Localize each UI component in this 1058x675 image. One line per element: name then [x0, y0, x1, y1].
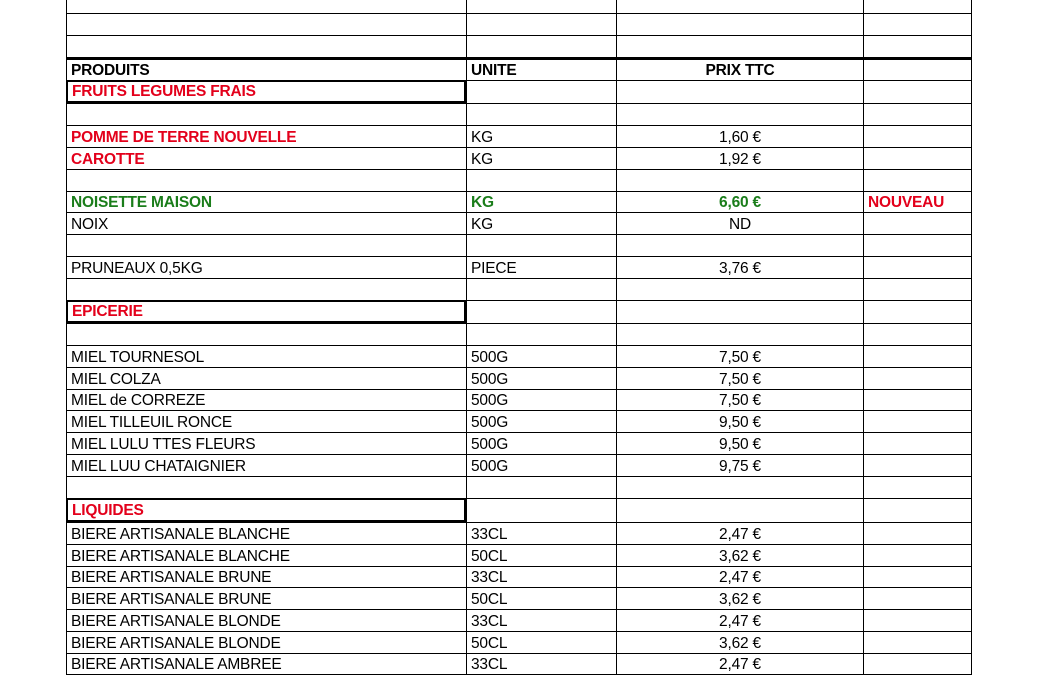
price-text: 9,50 € — [719, 413, 761, 431]
note-cell — [863, 346, 972, 367]
product-text: MIEL COLZA — [71, 370, 161, 388]
product-text: LIQUIDES — [72, 501, 144, 519]
price-text: 2,47 € — [719, 568, 761, 586]
price-text: 2,47 € — [719, 525, 761, 543]
price-cell — [616, 632, 863, 653]
unit-cell — [466, 126, 616, 147]
price-cell — [616, 126, 863, 147]
unit-cell — [466, 346, 616, 367]
unit-cell — [466, 301, 616, 323]
unit-text: 500G — [471, 435, 509, 453]
product-text: NOIX — [71, 215, 109, 233]
unit-cell — [466, 390, 616, 410]
product-text: MIEL LUU CHATAIGNIER — [71, 457, 246, 475]
note-cell — [863, 411, 972, 432]
price-cell — [616, 588, 863, 609]
product-cell — [66, 498, 466, 522]
product-cell — [66, 170, 466, 191]
unit-text: KG — [471, 215, 493, 233]
unit-text: 500G — [471, 391, 509, 409]
note-cell — [863, 60, 972, 80]
note-cell — [863, 324, 972, 345]
product-text: BIERE ARTISANALE BRUNE — [71, 590, 272, 608]
product-cell — [66, 632, 466, 653]
price-text: ND — [729, 215, 751, 233]
product-text: POMME DE TERRE NOUVELLE — [71, 128, 297, 146]
product-text: BIERE ARTISANALE BRUNE — [71, 568, 272, 586]
blank-row — [66, 279, 972, 301]
unit-text: 500G — [471, 457, 509, 475]
price-cell — [616, 477, 863, 498]
table-row — [66, 455, 972, 477]
table-row — [66, 368, 972, 390]
unit-cell — [466, 60, 616, 80]
unit-cell — [466, 213, 616, 234]
note-cell — [863, 654, 972, 674]
product-cell — [66, 14, 466, 35]
unit-cell — [466, 610, 616, 631]
blank-row — [66, 324, 972, 346]
product-cell — [66, 433, 466, 454]
price-cell — [616, 499, 863, 522]
product-cell — [66, 213, 466, 234]
section-row — [66, 81, 972, 104]
product-cell — [66, 235, 466, 256]
price-text: 1,60 € — [719, 128, 761, 146]
product-text: PRODUITS — [71, 61, 150, 79]
price-cell — [616, 170, 863, 191]
price-text: 2,47 € — [719, 655, 761, 673]
product-text: BIERE ARTISANALE BLONDE — [71, 612, 281, 630]
price-cell — [616, 368, 863, 389]
product-text: PRUNEAUX 0,5KG — [71, 259, 203, 277]
note-cell — [863, 523, 972, 544]
note-cell — [863, 126, 972, 147]
product-cell — [66, 0, 466, 13]
product-cell — [66, 346, 466, 367]
note-cell — [863, 301, 972, 323]
price-text: 3,76 € — [719, 259, 761, 277]
note-cell — [863, 545, 972, 566]
note-cell — [863, 632, 972, 653]
unit-cell — [466, 235, 616, 256]
note-cell — [863, 14, 972, 35]
unit-cell — [466, 324, 616, 345]
product-cell — [66, 300, 466, 323]
note-cell — [863, 148, 972, 169]
unit-cell — [466, 368, 616, 389]
table-row — [66, 213, 972, 235]
product-cell — [66, 477, 466, 498]
table-row — [66, 588, 972, 610]
price-cell — [616, 81, 863, 103]
note-cell — [863, 477, 972, 498]
product-text: MIEL de CORREZE — [71, 391, 206, 409]
blank-row — [66, 36, 972, 58]
product-cell — [66, 610, 466, 631]
unit-text: 50CL — [471, 634, 508, 652]
unit-cell — [466, 36, 616, 57]
product-text: MIEL TOURNESOL — [71, 348, 205, 366]
blank-row — [66, 0, 972, 14]
unit-text: KG — [471, 128, 493, 146]
product-cell — [66, 148, 466, 169]
price-text: 6,60 € — [719, 193, 761, 211]
note-cell — [863, 36, 972, 57]
price-text: PRIX TTC — [705, 61, 775, 79]
price-cell — [616, 104, 863, 125]
price-cell — [616, 301, 863, 323]
table-row — [66, 654, 972, 675]
product-cell — [66, 279, 466, 300]
unit-cell — [466, 279, 616, 300]
note-cell — [863, 257, 972, 278]
unit-cell — [466, 545, 616, 566]
unit-cell — [466, 433, 616, 454]
price-cell — [616, 192, 863, 212]
product-cell — [66, 411, 466, 432]
price-cell — [616, 257, 863, 278]
unit-cell — [466, 654, 616, 674]
product-cell — [66, 324, 466, 345]
product-cell — [66, 80, 466, 103]
product-text: BIERE ARTISANALE BLANCHE — [71, 525, 290, 543]
product-text: NOISETTE MAISON — [71, 193, 212, 211]
product-text: BIERE ARTISANALE BLANCHE — [71, 547, 290, 565]
table-row — [66, 433, 972, 455]
unit-cell — [466, 104, 616, 125]
product-cell — [66, 545, 466, 566]
price-cell — [616, 0, 863, 13]
product-cell — [66, 455, 466, 476]
note-cell — [863, 588, 972, 609]
product-cell — [66, 36, 466, 57]
unit-cell — [466, 499, 616, 522]
table-row — [66, 632, 972, 654]
product-cell — [66, 192, 466, 212]
unit-cell — [466, 257, 616, 278]
note-cell — [863, 610, 972, 631]
section-row — [66, 301, 972, 324]
price-cell — [616, 433, 863, 454]
unit-text: 33CL — [471, 525, 508, 543]
price-cell — [616, 213, 863, 234]
price-cell — [616, 148, 863, 169]
price-cell — [616, 235, 863, 256]
price-cell — [616, 390, 863, 410]
price-cell — [616, 567, 863, 587]
note-cell — [863, 104, 972, 125]
product-cell — [66, 104, 466, 125]
unit-text: 500G — [471, 370, 509, 388]
product-text: BIERE ARTISANALE AMBREE — [71, 655, 282, 673]
unit-text: 50CL — [471, 590, 508, 608]
blank-row — [66, 477, 972, 499]
note-cell — [863, 455, 972, 476]
table-row — [66, 411, 972, 433]
blank-row — [66, 104, 972, 126]
table-row — [66, 545, 972, 567]
price-text: 2,47 € — [719, 612, 761, 630]
unit-cell — [466, 411, 616, 432]
note-cell — [863, 213, 972, 234]
product-cell — [66, 126, 466, 147]
product-text: MIEL TILLEUIL RONCE — [71, 413, 233, 431]
price-cell — [616, 654, 863, 674]
note-text: NOUVEAU — [868, 193, 945, 211]
unit-text: PIECE — [471, 259, 517, 277]
product-text: FRUITS LEGUMES FRAIS — [72, 82, 256, 100]
unit-text: KG — [471, 193, 494, 211]
price-cell — [616, 60, 863, 80]
section-row — [66, 499, 972, 523]
price-cell — [616, 523, 863, 544]
unit-cell — [466, 567, 616, 587]
note-cell — [863, 192, 972, 212]
table-row — [66, 148, 972, 170]
unit-cell — [466, 170, 616, 191]
unit-cell — [466, 0, 616, 13]
table-row — [66, 523, 972, 545]
price-cell — [616, 36, 863, 57]
unit-cell — [466, 148, 616, 169]
unit-text: KG — [471, 150, 493, 168]
price-text: 3,62 € — [719, 634, 761, 652]
unit-cell — [466, 477, 616, 498]
table-row — [66, 610, 972, 632]
product-cell — [66, 368, 466, 389]
product-cell — [66, 567, 466, 587]
unit-text: 500G — [471, 413, 509, 431]
price-cell — [616, 346, 863, 367]
note-cell — [863, 81, 972, 103]
price-cell — [616, 411, 863, 432]
note-cell — [863, 0, 972, 13]
note-cell — [863, 170, 972, 191]
unit-text: 500G — [471, 348, 509, 366]
unit-text: 33CL — [471, 655, 508, 673]
product-text: CAROTTE — [71, 150, 145, 168]
note-cell — [863, 390, 972, 410]
unit-cell — [466, 632, 616, 653]
blank-row — [66, 170, 972, 192]
table-row — [66, 257, 972, 279]
unit-cell — [466, 523, 616, 544]
price-cell — [616, 14, 863, 35]
note-cell — [863, 279, 972, 300]
blank-row — [66, 14, 972, 36]
product-text: MIEL LULU TTES FLEURS — [71, 435, 256, 453]
note-cell — [863, 368, 972, 389]
price-text: 1,92 € — [719, 150, 761, 168]
price-cell — [616, 324, 863, 345]
unit-text: 50CL — [471, 547, 508, 565]
note-cell — [863, 499, 972, 522]
product-cell — [66, 523, 466, 544]
note-cell — [863, 567, 972, 587]
price-cell — [616, 610, 863, 631]
table-row — [66, 390, 972, 411]
price-text: 3,62 € — [719, 547, 761, 565]
note-cell — [863, 433, 972, 454]
unit-text: 33CL — [471, 612, 508, 630]
product-cell — [66, 257, 466, 278]
price-text: 9,75 € — [719, 457, 761, 475]
product-cell — [66, 390, 466, 410]
price-text: 7,50 € — [719, 391, 761, 409]
unit-cell — [466, 14, 616, 35]
table-row — [66, 126, 972, 148]
note-cell — [863, 235, 972, 256]
table-row — [66, 567, 972, 588]
product-text: EPICERIE — [72, 302, 143, 320]
unit-cell — [466, 81, 616, 103]
unit-text: 33CL — [471, 568, 508, 586]
price-text: 9,50 € — [719, 435, 761, 453]
unit-cell — [466, 192, 616, 212]
table-row — [66, 192, 972, 213]
unit-cell — [466, 588, 616, 609]
table-row — [66, 346, 972, 368]
price-text: 3,62 € — [719, 590, 761, 608]
product-cell — [66, 654, 466, 674]
price-text: 7,50 € — [719, 370, 761, 388]
product-text: BIERE ARTISANALE BLONDE — [71, 634, 281, 652]
price-cell — [616, 455, 863, 476]
product-cell — [66, 60, 466, 80]
blank-row — [66, 235, 972, 257]
price-cell — [616, 545, 863, 566]
price-text: 7,50 € — [719, 348, 761, 366]
unit-text: UNITE — [471, 61, 517, 79]
unit-cell — [466, 455, 616, 476]
product-cell — [66, 588, 466, 609]
header-row — [66, 57, 972, 81]
price-cell — [616, 279, 863, 300]
